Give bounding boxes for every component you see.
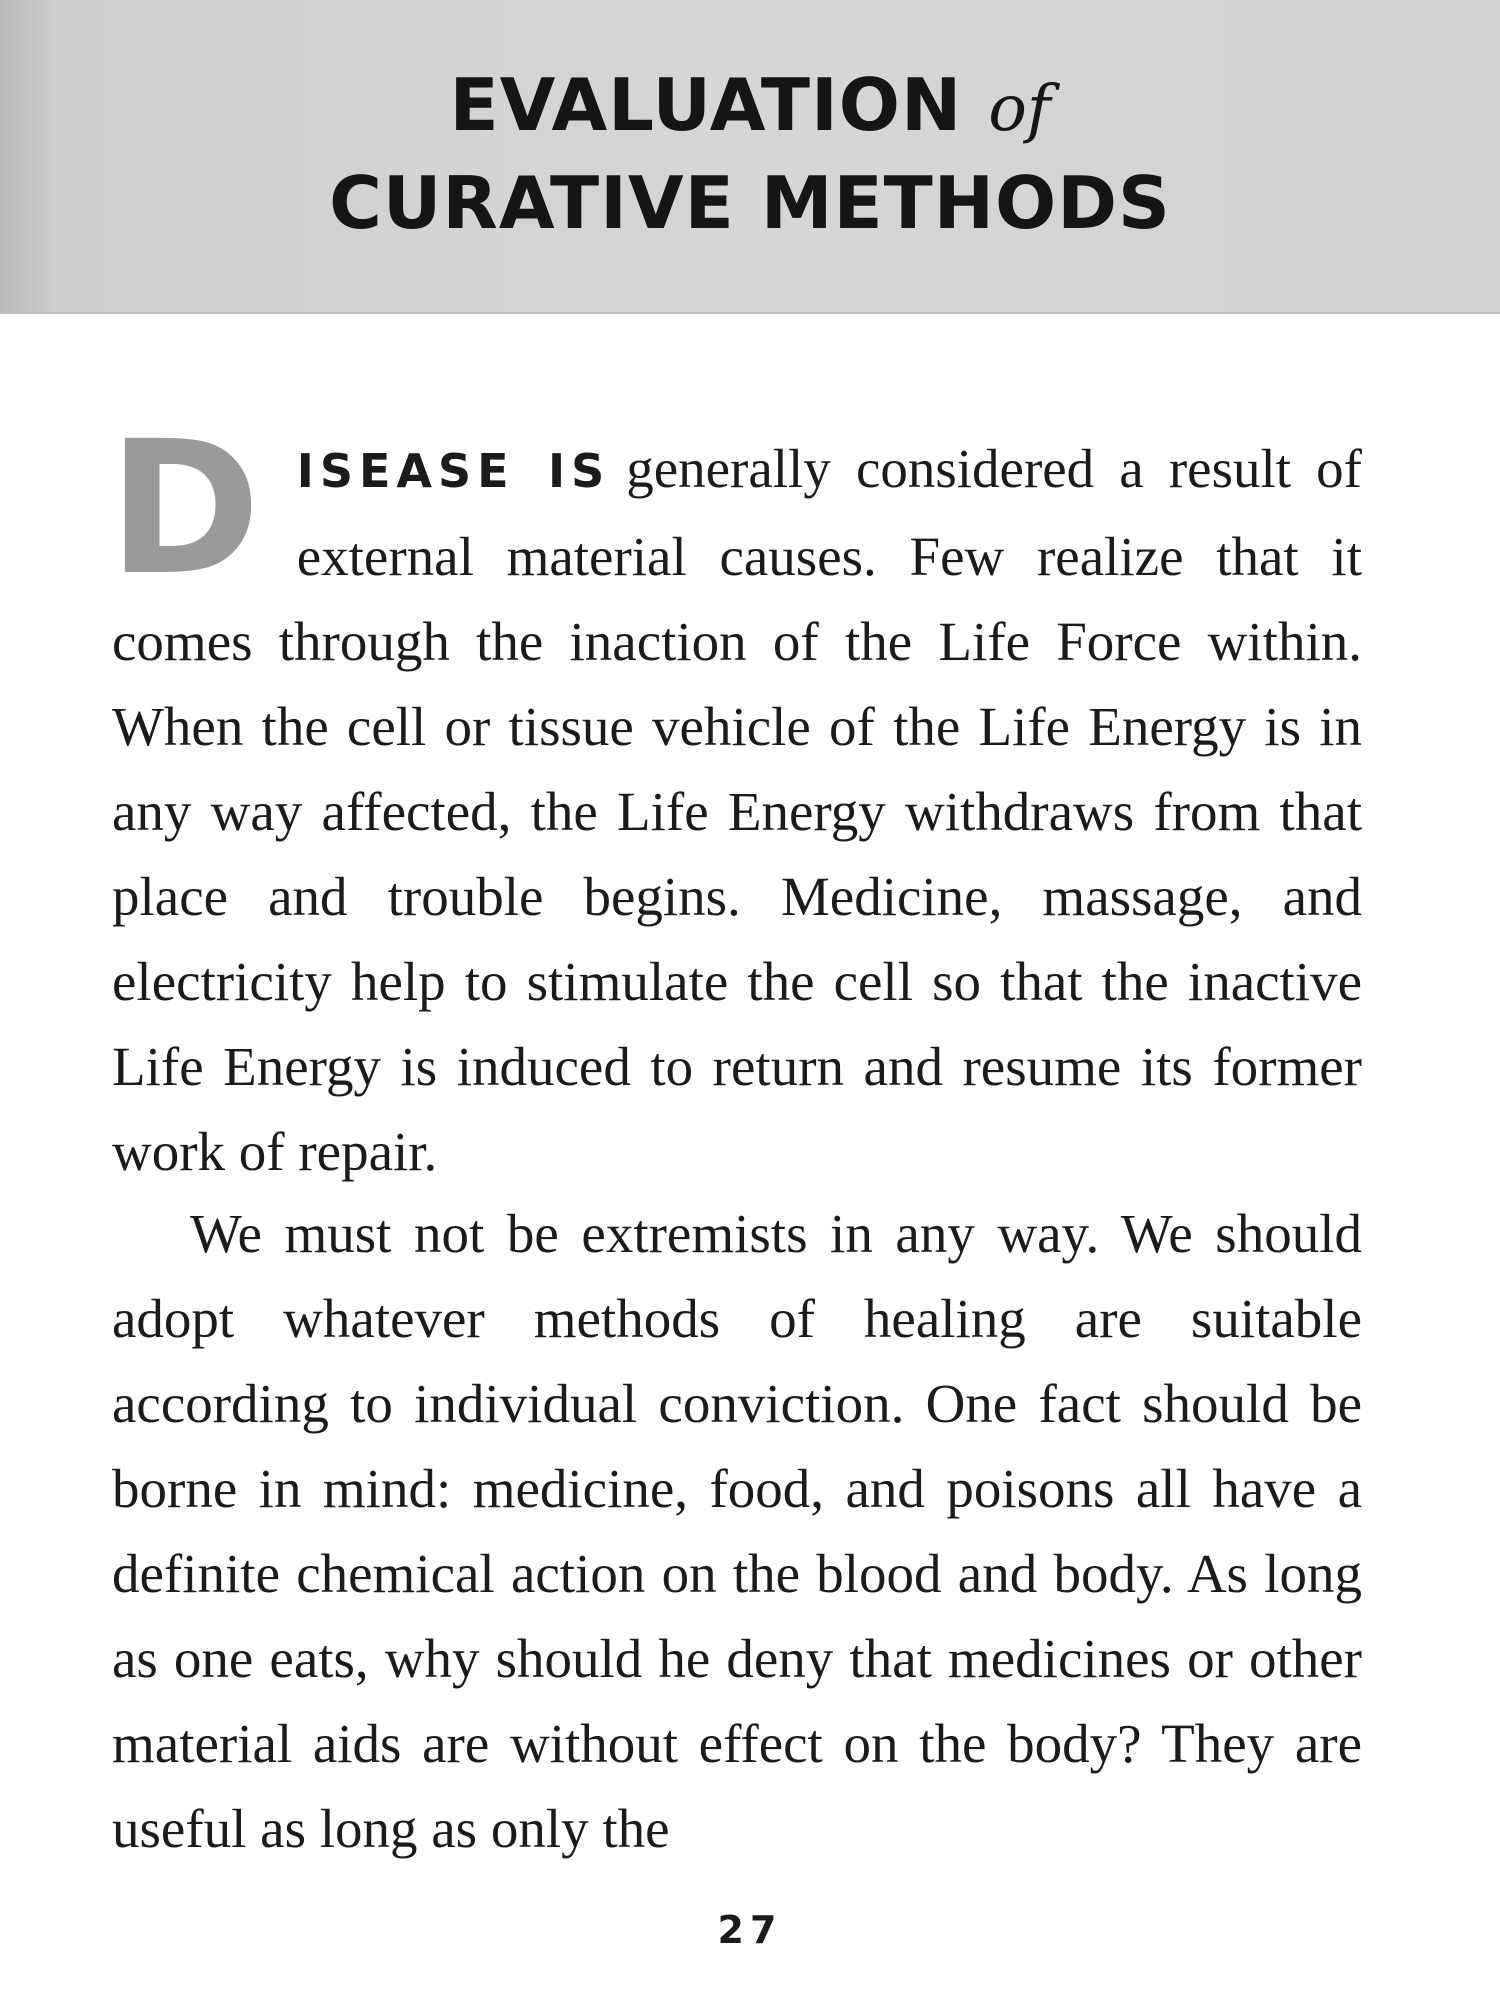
paragraph-1-text: generally considered a result of external material causes. Few realize that it comes through the inaction of the Life Force within. When the cell or tissue vehicle of the Life Energy is in any way affected, the Life Energy withdraws from that place and trouble begins. Medicine, massage, and electricity help to stimulate the cell so that the inactive Life Energy is induced to return and resume its former work of repair. bbox=[112, 438, 1362, 1182]
title-banner bbox=[0, 0, 1500, 314]
page-number: 27 bbox=[717, 1908, 783, 1952]
title-word-evaluation: EVALUATION bbox=[449, 63, 963, 147]
paragraph-1 bbox=[108, 402, 1362, 1194]
page-title-line2: CURATIVE METHODS bbox=[329, 161, 1171, 245]
page-title-line1 bbox=[0, 62, 1500, 152]
title-word-of: of bbox=[988, 72, 1051, 146]
paragraph-2: We must not be extremists in any way. We should adopt whatever methods of healing are suitable according to individual conviction. One fact should be borne in mind: medicine, food, and poisons all have a definite chemical action on the blood and body. As long as one eats, why should he deny that medicines or other material aids are without effect on the body? They are useful as long as only the bbox=[112, 1203, 1362, 1859]
drop-cap: D bbox=[108, 402, 261, 616]
lead-in-smallcaps: ISEASE IS bbox=[296, 444, 611, 498]
